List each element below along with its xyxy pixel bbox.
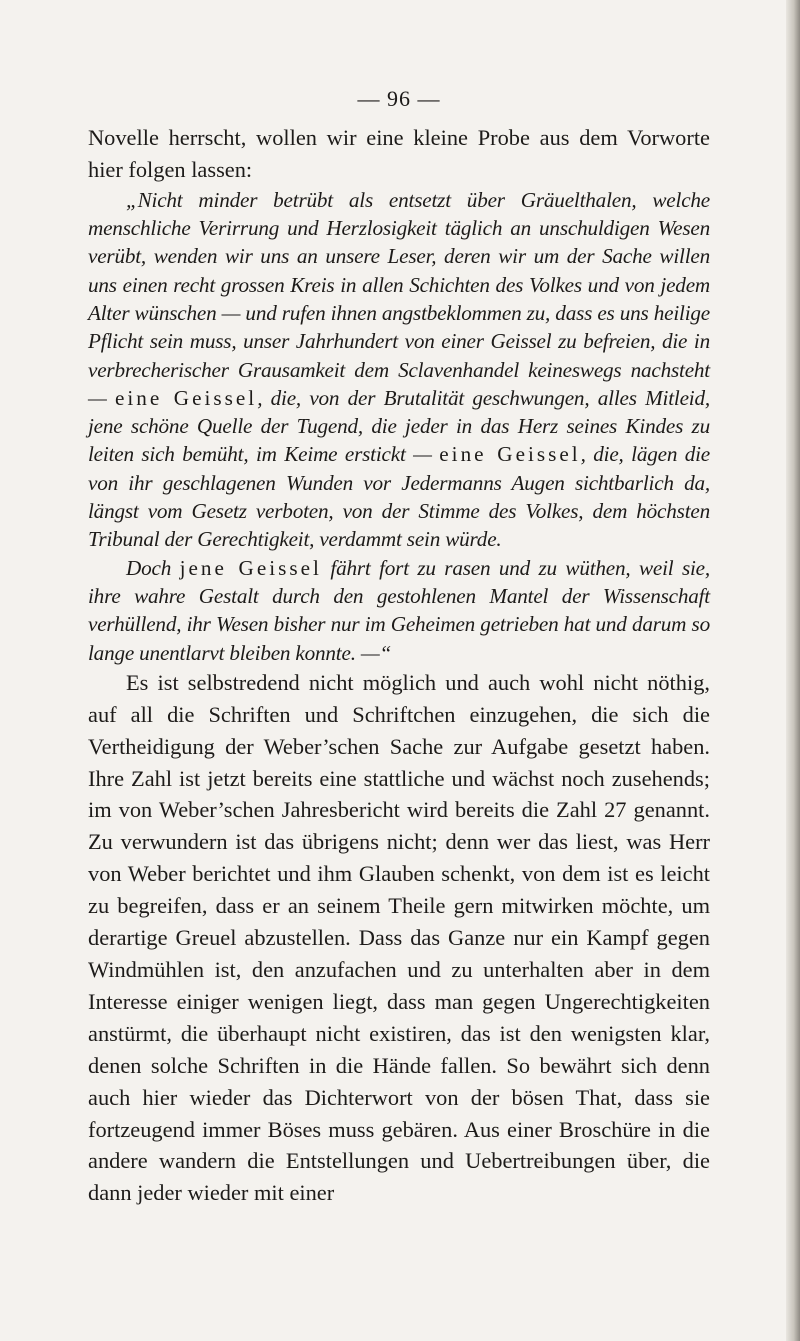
- quote-text-1a: „Nicht minder betrübt als entsetzt über Gräuelthalen, welche menschliche Verirrung und Herzlosigkeit täglich an unschuldigen Wesen verübt, wenden wir uns an unsere Leser, deren wir um der Sache willen uns einen recht grossen Kreis in allen Schichten des Volkes und von jedem Alter wünschen — und rufen ihnen angstbeklommen zu, dass es uns heilige Pflicht sein muss, unser Jahrhundert von einer Geissel zu befreien, die in verbrecherischer Grausamkeit dem Sclavenhandel keineswegs nachsteht —: [88, 187, 710, 410]
- body-paragraph: Es ist selbstredend nicht möglich und auch wohl nicht nöthig, auf all die Schriften und Schriftchen einzugehen, die sich die Vertheidigung der Weber’schen Sache zur Aufgabe gesetzt haben. Ihre Zahl ist jetzt bereits eine stattliche und wächst noch zusehends; im von Weber’schen Jahresbericht wird bereits die Zahl 27 genannt. Zu verwundern ist das übrigens nicht; denn wer das liest, was Herr von Weber berichtet und ihm Glauben schenkt, von dem ist es leicht zu begreifen, dass er an seinem Theile gern mitwirken möchte, um derartige Greuel abzustellen. Dass das Ganze nur ein Kampf gegen Windmühlen ist, den anzufachen und zu unterhalten aber in dem Interesse einiger wenigen liegt, dass man gegen Ungerechtigkeiten anstürmt, die überhaupt nicht existiren, das ist den wenigsten klar, denen solche Schriften in die Hände fallen. So bewährt sich denn auch hier wieder das Dichterwort von der bösen That, dass sie fortzeugend immer Böses muss gebären. Aus einer Broschüre in die andere wandern die Entstellungen und Uebertreibungen über, die dann jeder wieder mit einer: [88, 669, 710, 1206]
- quote-paragraph-1: [88, 186, 710, 554]
- book-page: [88, 86, 710, 1209]
- quote-paragraph-2: [88, 554, 710, 667]
- quote-text-2a: Doch: [126, 555, 180, 580]
- spaced-term-1: eine Geissel: [114, 385, 258, 410]
- quote-text-2b: fährt fort zu rasen und zu wüthen, weil sie, ihre wahre Gestalt durch den gestohlenen Mantel der Wissenschaft verhüllend, ihr Wesen bisher nur im Geheimen getrieben hat und darum so lange unentlarvt bleiben konnte. —“: [88, 555, 710, 665]
- spaced-term-2: eine Geissel: [439, 442, 581, 467]
- page-number: — 96 —: [357, 86, 441, 111]
- quote-text-1c: , die, lägen die von ihr geschlagenen Wunden vor Jedermanns Augen sichtbarlich da, längst vom Gesetz verboten, von der Stimme des Volkes, dem höchsten Tribunal der Gerechtigkeit, verdammt sein würde.: [88, 442, 710, 552]
- spaced-term-3: jene Geissel: [179, 555, 322, 580]
- quote-text-1b: , die, von der Brutalität geschwungen, alles Mitleid, jene schöne Quelle der Tugend, die jeder in das Herz seines Kindes zu leiten sich bemüht, im Keime erstickt —: [88, 385, 710, 467]
- lead-paragraph: Novelle herrscht, wollen wir eine kleine Probe aus dem Vorworte hier folgen lassen:: [88, 125, 710, 182]
- book-edge-shadow: [786, 0, 800, 1341]
